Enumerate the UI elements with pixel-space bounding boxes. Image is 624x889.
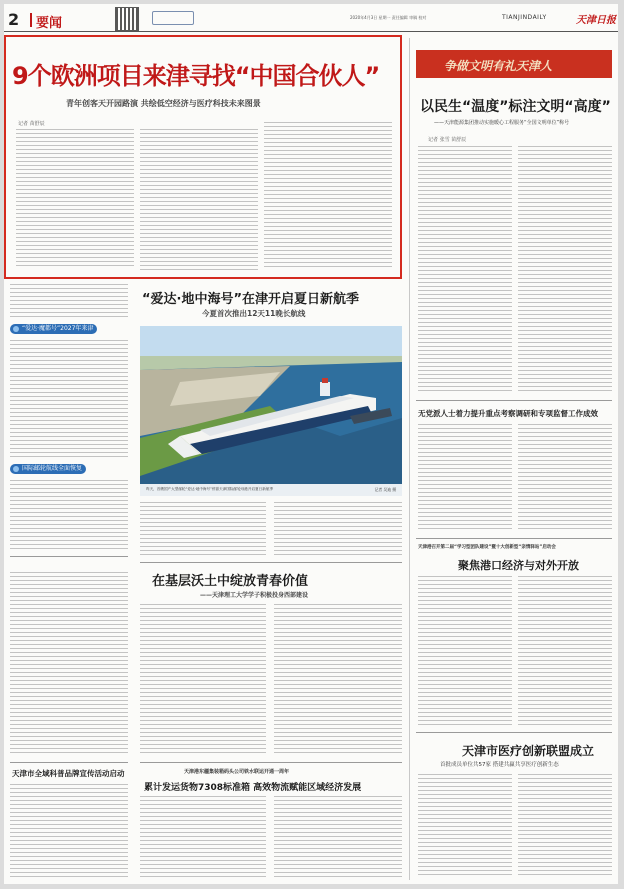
brand-cn: 天津日报 [576, 15, 616, 26]
cruise-photo [140, 326, 402, 496]
youth-body-col-2 [274, 604, 402, 754]
port-headline: 聚焦港口经济与对外开放 [458, 559, 579, 572]
cruise-body-col-1 [140, 502, 266, 556]
rail-headline: 累计发运货物7308标准箱 高效物流赋能区域经济发展 [144, 783, 362, 793]
brand-en: TIANJINDAILY [502, 14, 547, 21]
column-divider [409, 38, 410, 880]
section-divider [30, 13, 32, 27]
rail-body-col-1 [140, 796, 266, 878]
tag-cruise-routes: 国际邮轮航线全面恢复 [10, 464, 86, 474]
left-col-body-1 [10, 284, 128, 318]
medical-body-col-1 [418, 774, 512, 878]
campaign-headline: 天津市全域科普品牌宣传活动启动 [12, 769, 125, 778]
civility-body-col-1 [418, 146, 512, 394]
newspaper-page [4, 4, 618, 884]
left-rule-2 [10, 762, 128, 763]
lead-subhead: 青年创客天开园路演 共绘低空经济与医疗科技未来图景 [66, 99, 261, 108]
lead-body-col-3 [264, 122, 392, 268]
cruise-subhead: 今夏首次推出12天11晚长航线 [202, 309, 306, 318]
section-label: 要闻 [36, 16, 63, 31]
left-col-body-3 [10, 480, 128, 550]
mid-rule-1 [140, 562, 402, 563]
masthead [4, 4, 618, 34]
medical-headline: 天津市医疗创新联盟成立 [462, 744, 595, 758]
date-line: 2020年4月3日 星期一 责任编辑 审稿 校对 [350, 15, 427, 20]
youth-headline: 在基层沃土中绽放青春价值 [152, 574, 309, 589]
youth-subhead: ——天津理工大学学子积极投身西部建设 [200, 592, 309, 599]
youth-byline-left [12, 564, 14, 570]
left-col-body-4 [10, 572, 128, 756]
lead-headline: 9个欧洲项目来津寻找“中国合伙人” [12, 62, 380, 90]
lead-byline: 记者 苗舒辰 [18, 121, 45, 127]
banner-slogan: 争做文明有礼天津人 [444, 59, 553, 73]
lead-body-col-1 [16, 129, 134, 269]
tag-cruise-2027: “爱达·魔都号”2027年来津 [10, 324, 97, 334]
emblem-logo-icon [152, 11, 194, 25]
masthead-rule [4, 31, 618, 32]
civility-byline: 记者 张雪 苗舒辰 [428, 137, 467, 143]
right-rule-2 [416, 538, 612, 539]
rail-body-col-2 [274, 796, 402, 878]
port-body-col-1 [418, 576, 512, 726]
civility-body-col-2 [518, 146, 612, 394]
inspector-body-col-2 [518, 424, 612, 532]
rail-kicker: 天津港东疆集装箱码头公司铁水联运开通一周年 [184, 769, 290, 775]
cruise-body-col-2 [274, 502, 402, 556]
inspector-body-col-1 [418, 424, 512, 532]
medical-body-col-2 [518, 774, 612, 878]
photo-caption-bar [140, 484, 402, 496]
civility-headline: 以民生“温度”标注文明“高度” [420, 99, 611, 115]
mid-rule-2 [140, 762, 402, 763]
left-col-body-2 [10, 340, 128, 458]
page-number: 2 [8, 10, 20, 29]
left-rule-1 [10, 556, 128, 557]
port-kicker: 天津港召开第二届“学习型团队建设”暨十大创新型“亲情驿站”启动会 [418, 545, 556, 550]
photo-caption: 昨天，首艘国产大型邮轮“爱达·地中海号”停靠天津国际邮轮母港开启夏日新航季 [146, 487, 274, 491]
right-rule-1 [416, 400, 612, 401]
right-rule-3 [416, 732, 612, 733]
photo-credit: 记者 吴迪 摄 [374, 487, 396, 492]
cruise-headline: “爱达·地中海号”在津开启夏日新航季 [142, 292, 360, 307]
medical-subhead: 首批成员单位共57家 搭建共赢共享医疗创新生态 [440, 762, 559, 768]
youth-body-col-1 [140, 604, 266, 754]
civility-subhead: ——天津能源集团推动实施暖心工程服务“全国文明单位”称号 [434, 120, 570, 126]
lead-body-col-2 [140, 129, 258, 271]
qr-code-icon [115, 7, 139, 31]
civility-banner [416, 50, 612, 78]
port-body-col-2 [518, 576, 612, 726]
inspector-headline: 无党派人士着力提升重点考察调研和专项监督工作成效 [418, 409, 598, 418]
left-col-body-5 [10, 784, 128, 878]
cruise-ship-illustration [140, 326, 402, 496]
